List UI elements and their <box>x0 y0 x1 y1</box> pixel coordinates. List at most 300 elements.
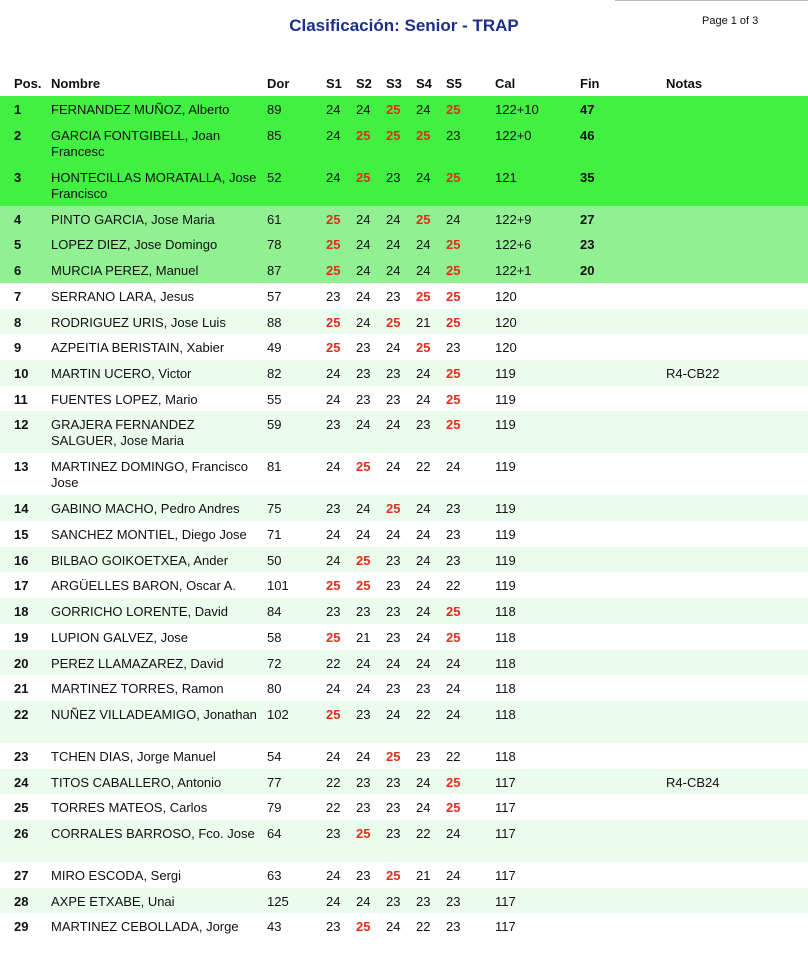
cell-name: GRAJERA FERNANDEZ SALGUER, Jose Maria <box>51 417 195 449</box>
cell-s5: 25 <box>446 365 461 381</box>
cell-s3: 23 <box>386 391 401 407</box>
cell-s2: 23 <box>356 868 371 883</box>
cell-s1: 23 <box>326 826 341 841</box>
cell-s3: 23 <box>386 893 401 909</box>
cell-s3: 25 <box>386 501 401 517</box>
cell-s2: 25 <box>356 826 371 841</box>
cell-s1: 24 <box>326 552 341 568</box>
cell-pos: 16 <box>14 552 29 568</box>
table-row <box>0 862 808 888</box>
cell-pos: 20 <box>14 655 29 671</box>
cell-name: FUENTES LOPEZ, Mario <box>51 391 198 407</box>
cell-s5: 25 <box>446 800 461 816</box>
table-row <box>0 624 808 650</box>
cell-s2: 25 <box>356 127 371 143</box>
cell-s2: 25 <box>356 169 371 185</box>
cell-s5: 22 <box>446 748 461 764</box>
cell-cal: 119 <box>495 552 516 568</box>
cell-s3: 24 <box>386 919 401 935</box>
cell-cal: 122+9 <box>495 211 532 227</box>
cell-s3: 23 <box>386 826 401 841</box>
cell-s3: 23 <box>386 629 401 645</box>
cell-s1: 24 <box>326 127 341 143</box>
cell-s5: 23 <box>446 127 461 143</box>
cell-s4: 23 <box>416 681 431 697</box>
cell-s1: 25 <box>326 340 341 356</box>
cell-s4: 24 <box>416 365 431 381</box>
cell-s3: 25 <box>386 868 401 883</box>
cell-s4: 23 <box>416 417 431 433</box>
cell-cal: 117 <box>495 826 516 841</box>
cell-notas: R4-CB22 <box>666 365 720 381</box>
cell-s4: 24 <box>416 102 431 117</box>
cell-s4: 22 <box>416 706 431 722</box>
table-row <box>0 650 808 676</box>
cell-dor: 87 <box>267 263 282 279</box>
cell-dor: 64 <box>267 826 282 841</box>
cell-cal: 117 <box>495 893 516 909</box>
table-row <box>0 206 808 232</box>
cell-cal: 121 <box>495 169 517 185</box>
cell-name: FERNANDEZ MUÑOZ, Alberto <box>51 102 230 117</box>
header-s3: S3 <box>386 76 402 91</box>
cell-cal: 118 <box>495 706 516 722</box>
cell-fin: 46 <box>580 127 595 143</box>
cell-s4: 24 <box>416 237 431 253</box>
cell-dor: 61 <box>267 211 282 227</box>
cell-pos: 27 <box>14 868 29 883</box>
header-s5: S5 <box>446 76 462 91</box>
cell-pos: 7 <box>14 288 22 304</box>
cell-s1: 25 <box>326 629 341 645</box>
cell-name: MIRO ESCODA, Sergi <box>51 868 182 883</box>
cell-name: HONTECILLAS MORATALLA, Jose Francisco <box>51 169 257 201</box>
cell-dor: 71 <box>267 527 282 542</box>
cell-s5: 23 <box>446 527 461 542</box>
cell-s4: 25 <box>416 127 431 143</box>
cell-dor: 82 <box>267 365 282 381</box>
header-s1: S1 <box>326 76 342 91</box>
cell-name: GORRICHO LORENTE, David <box>51 604 228 620</box>
cell-pos: 17 <box>14 578 29 594</box>
cell-s1: 22 <box>326 800 341 816</box>
cell-name: PINTO GARCIA, Jose Maria <box>51 211 215 227</box>
cell-s3: 23 <box>386 604 401 620</box>
table-row <box>0 164 808 206</box>
cell-pos: 18 <box>14 604 29 620</box>
cell-cal: 118 <box>495 604 516 620</box>
cell-cal: 122+10 <box>495 102 539 117</box>
table-row <box>0 675 808 701</box>
cell-cal: 119 <box>495 578 516 594</box>
cell-dor: 54 <box>267 748 282 764</box>
cell-cal: 119 <box>495 527 516 542</box>
cell-s3: 25 <box>386 127 401 143</box>
cell-s2: 24 <box>356 501 371 517</box>
cell-dor: 89 <box>267 102 282 117</box>
cell-name: MURCIA PEREZ, Manuel <box>51 263 199 279</box>
cell-s3: 23 <box>386 288 401 304</box>
cell-s1: 24 <box>326 169 341 185</box>
cell-s5: 25 <box>446 237 461 253</box>
cell-s3: 25 <box>386 314 401 330</box>
cell-name: SANCHEZ MONTIEL, Diego Jose <box>51 527 247 542</box>
cell-s5: 25 <box>446 604 461 620</box>
cell-dor: 125 <box>267 893 289 909</box>
cell-s2: 24 <box>356 211 371 227</box>
cell-pos: 25 <box>14 800 29 816</box>
cell-s1: 24 <box>326 527 341 542</box>
cell-s5: 25 <box>446 774 461 790</box>
cell-name: TORRES MATEOS, Carlos <box>51 800 208 816</box>
cell-name: TITOS CABALLERO, Antonio <box>51 774 222 790</box>
cell-dor: 78 <box>267 237 282 253</box>
cell-fin: 27 <box>580 211 595 227</box>
cell-name: GABINO MACHO, Pedro Andres <box>51 501 240 517</box>
cell-pos: 14 <box>14 501 29 517</box>
table-row <box>0 769 808 795</box>
cell-s3: 24 <box>386 459 401 475</box>
cell-name: MARTIN UCERO, Victor <box>51 365 192 381</box>
cell-s1: 24 <box>326 365 341 381</box>
cell-s4: 21 <box>416 314 431 330</box>
table-row <box>0 547 808 573</box>
cell-s4: 23 <box>416 893 431 909</box>
cell-pos: 10 <box>14 365 29 381</box>
cell-pos: 21 <box>14 681 29 697</box>
cell-s4: 25 <box>416 288 431 304</box>
cell-s5: 23 <box>446 501 461 517</box>
cell-pos: 15 <box>14 527 29 542</box>
cell-cal: 120 <box>495 288 517 304</box>
cell-s1: 25 <box>326 237 341 253</box>
cell-s4: 21 <box>416 868 431 883</box>
cell-s2: 23 <box>356 391 371 407</box>
table-row <box>0 572 808 598</box>
cell-s3: 24 <box>386 237 401 253</box>
cell-s3: 24 <box>386 417 401 433</box>
cell-cal: 118 <box>495 748 516 764</box>
cell-dor: 55 <box>267 391 282 407</box>
cell-s2: 23 <box>356 774 371 790</box>
cell-cal: 119 <box>495 391 516 407</box>
cell-s4: 24 <box>416 263 431 279</box>
cell-s5: 24 <box>446 868 461 883</box>
cell-pos: 4 <box>14 211 22 227</box>
table-row <box>0 521 808 547</box>
cell-cal: 122+6 <box>495 237 532 253</box>
cell-s3: 23 <box>386 365 401 381</box>
cell-s2: 25 <box>356 919 371 935</box>
cell-dor: 85 <box>267 127 282 143</box>
cell-cal: 117 <box>495 919 516 935</box>
cell-s2: 24 <box>356 102 371 117</box>
cell-cal: 119 <box>495 365 516 381</box>
cell-pos: 6 <box>14 263 22 279</box>
cell-s5: 24 <box>446 655 461 671</box>
cell-cal: 120 <box>495 340 517 356</box>
cell-cal: 118 <box>495 681 516 697</box>
cell-pos: 11 <box>14 391 28 407</box>
cell-dor: 101 <box>267 578 289 594</box>
cell-s2: 23 <box>356 706 371 722</box>
cell-s1: 24 <box>326 868 341 883</box>
cell-s3: 24 <box>386 655 401 671</box>
cell-pos: 29 <box>14 919 29 935</box>
cell-s2: 24 <box>356 527 371 542</box>
cell-s1: 23 <box>326 417 341 433</box>
cell-cal: 122+1 <box>495 263 532 279</box>
table-row <box>0 231 808 257</box>
cell-s5: 25 <box>446 169 461 185</box>
cell-name: GARCIA FONTGIBELL, Joan Francesc <box>51 127 221 159</box>
cell-s1: 25 <box>326 263 341 279</box>
cell-s1: 25 <box>326 314 341 330</box>
cell-pos: 28 <box>14 893 29 909</box>
cell-pos: 5 <box>14 237 22 253</box>
cell-s4: 24 <box>416 604 431 620</box>
table-row <box>0 701 808 743</box>
header-dor: Dor <box>267 76 290 91</box>
cell-s2: 25 <box>356 459 371 475</box>
cell-s3: 24 <box>386 263 401 279</box>
cell-s3: 24 <box>386 340 401 356</box>
cell-s5: 25 <box>446 417 461 433</box>
cell-pos: 24 <box>14 774 29 790</box>
cell-dor: 72 <box>267 655 282 671</box>
cell-s5: 24 <box>446 826 461 841</box>
cell-s1: 22 <box>326 655 341 671</box>
cell-cal: 120 <box>495 314 517 330</box>
cell-s5: 25 <box>446 314 461 330</box>
cell-s2: 23 <box>356 800 371 816</box>
cell-s5: 23 <box>446 340 461 356</box>
cell-s4: 23 <box>416 748 431 764</box>
cell-name: RODRIGUEZ URIS, Jose Luis <box>51 314 226 330</box>
cell-dor: 52 <box>267 169 282 185</box>
cell-fin: 23 <box>580 237 595 253</box>
cell-pos: 12 <box>14 417 29 433</box>
cell-pos: 3 <box>14 169 22 185</box>
table-row <box>0 122 808 164</box>
cell-name: PEREZ LLAMAZAREZ, David <box>51 655 224 671</box>
table-row <box>0 386 808 412</box>
cell-s2: 24 <box>356 748 371 764</box>
cell-s4: 24 <box>416 578 431 594</box>
cell-s4: 24 <box>416 552 431 568</box>
cell-s2: 25 <box>356 552 371 568</box>
cell-s4: 25 <box>416 211 431 227</box>
cell-dor: 75 <box>267 501 282 517</box>
cell-s1: 25 <box>326 706 341 722</box>
cell-dor: 81 <box>267 459 282 475</box>
cell-dor: 63 <box>267 868 282 883</box>
cell-name: BILBAO GOIKOETXEA, Ander <box>51 552 229 568</box>
cell-s4: 22 <box>416 919 431 935</box>
cell-cal: 119 <box>495 417 516 433</box>
cell-cal: 117 <box>495 868 516 883</box>
cell-cal: 117 <box>495 774 516 790</box>
table-row <box>0 283 808 309</box>
table-row <box>0 913 808 939</box>
cell-s2: 24 <box>356 263 371 279</box>
cell-s4: 24 <box>416 800 431 816</box>
cell-s2: 24 <box>356 655 371 671</box>
cell-pos: 9 <box>14 340 22 356</box>
cell-s2: 24 <box>356 237 371 253</box>
page-number: Page 1 of 3 <box>702 15 759 27</box>
cell-s4: 24 <box>416 655 431 671</box>
cell-s3: 23 <box>386 774 401 790</box>
table-row <box>0 360 808 386</box>
cell-dor: 80 <box>267 681 282 697</box>
top-rule <box>615 0 808 1</box>
cell-s3: 23 <box>386 681 401 697</box>
cell-s5: 24 <box>446 706 461 722</box>
header-notas: Notas <box>666 76 703 91</box>
cell-s4: 24 <box>416 169 431 185</box>
cell-dor: 88 <box>267 314 282 330</box>
cell-name: MARTINEZ TORRES, Ramon <box>51 681 224 697</box>
cell-name: SERRANO LARA, Jesus <box>51 288 195 304</box>
cell-s5: 23 <box>446 893 461 909</box>
table-row <box>0 743 808 769</box>
cell-dor: 77 <box>267 774 282 790</box>
cell-cal: 119 <box>495 459 516 475</box>
cell-s2: 24 <box>356 288 371 304</box>
cell-fin: 35 <box>580 169 595 185</box>
cell-notas: R4-CB24 <box>666 774 720 790</box>
cell-dor: 59 <box>267 417 282 433</box>
header-fin: Fin <box>580 76 600 91</box>
cell-pos: 1 <box>14 102 22 117</box>
cell-s5: 22 <box>446 578 461 594</box>
cell-s5: 24 <box>446 681 461 697</box>
cell-cal: 119 <box>495 501 516 517</box>
cell-s1: 24 <box>326 893 341 909</box>
cell-s2: 25 <box>356 578 371 594</box>
cell-name: LOPEZ DIEZ, Jose Domingo <box>51 237 218 253</box>
cell-dor: 43 <box>267 919 282 935</box>
cell-s5: 23 <box>446 552 461 568</box>
cell-name: LUPION GALVEZ, Jose <box>51 629 189 645</box>
cell-s3: 24 <box>386 527 401 542</box>
cell-dor: 58 <box>267 629 282 645</box>
cell-s1: 24 <box>326 748 341 764</box>
table-row <box>0 453 808 495</box>
cell-s5: 25 <box>446 629 461 645</box>
cell-s2: 21 <box>356 629 371 645</box>
cell-s2: 24 <box>356 893 371 909</box>
cell-s3: 25 <box>386 102 401 117</box>
cell-s4: 24 <box>416 774 431 790</box>
header-pos: Pos. <box>14 76 42 91</box>
table-row <box>0 598 808 624</box>
cell-s4: 24 <box>416 391 431 407</box>
cell-fin: 47 <box>580 102 595 117</box>
cell-s1: 23 <box>326 288 341 304</box>
cell-s3: 23 <box>386 578 401 594</box>
cell-s1: 24 <box>326 459 341 475</box>
cell-name: NUÑEZ VILLADEAMIGO, Jonathan <box>51 706 257 722</box>
table-row <box>0 888 808 914</box>
cell-s5: 24 <box>446 459 461 475</box>
cell-s3: 25 <box>386 748 401 764</box>
cell-s1: 23 <box>326 919 341 935</box>
cell-dor: 57 <box>267 288 282 304</box>
header-s2: S2 <box>356 76 372 91</box>
cell-s3: 23 <box>386 552 401 568</box>
cell-s1: 25 <box>326 211 341 227</box>
cell-pos: 19 <box>14 629 29 645</box>
table-row <box>0 309 808 335</box>
cell-name: MARTINEZ DOMINGO, Francisco Jose <box>51 459 248 491</box>
cell-s2: 24 <box>356 681 371 697</box>
cell-pos: 23 <box>14 748 29 764</box>
cell-s4: 22 <box>416 459 431 475</box>
cell-s2: 24 <box>356 314 371 330</box>
cell-pos: 8 <box>14 314 22 330</box>
cell-s3: 23 <box>386 169 401 185</box>
cell-dor: 84 <box>267 604 282 620</box>
cell-s3: 24 <box>386 706 401 722</box>
cell-s5: 25 <box>446 288 461 304</box>
table-row <box>0 794 808 820</box>
cell-dor: 49 <box>267 340 282 356</box>
cell-s4: 25 <box>416 340 431 356</box>
cell-s2: 23 <box>356 365 371 381</box>
header-name: Nombre <box>51 76 101 91</box>
cell-name: TCHEN DIAS, Jorge Manuel <box>51 748 216 764</box>
header-cal: Cal <box>495 76 516 91</box>
cell-name: ARGÜELLES BARON, Oscar A. <box>51 578 236 594</box>
cell-s1: 24 <box>326 102 341 117</box>
cell-s5: 23 <box>446 919 461 935</box>
table-header <box>0 74 808 94</box>
cell-s2: 24 <box>356 417 371 433</box>
cell-pos: 26 <box>14 826 29 841</box>
table-row <box>0 334 808 360</box>
cell-s4: 24 <box>416 527 431 542</box>
cell-name: AXPE ETXABE, Unai <box>51 893 175 909</box>
document-title: Clasificación: Senior - TRAP <box>289 16 519 35</box>
cell-s5: 24 <box>446 211 461 227</box>
cell-s4: 24 <box>416 501 431 517</box>
cell-s5: 25 <box>446 102 461 117</box>
cell-s4: 24 <box>416 629 431 645</box>
cell-s1: 25 <box>326 578 341 594</box>
cell-s3: 23 <box>386 800 401 816</box>
cell-pos: 13 <box>14 459 29 475</box>
cell-dor: 50 <box>267 552 282 568</box>
table-row <box>0 96 808 122</box>
cell-pos: 22 <box>14 706 29 722</box>
cell-s2: 23 <box>356 604 371 620</box>
cell-name: CORRALES BARROSO, Fco. Jose <box>51 826 255 841</box>
cell-s5: 25 <box>446 391 461 407</box>
cell-cal: 122+0 <box>495 127 532 143</box>
cell-s1: 23 <box>326 604 341 620</box>
cell-cal: 118 <box>495 655 516 671</box>
cell-dor: 79 <box>267 800 282 816</box>
cell-cal: 117 <box>495 800 516 816</box>
table-row <box>0 820 808 862</box>
cell-fin: 20 <box>580 263 595 279</box>
cell-s5: 25 <box>446 263 461 279</box>
cell-dor: 102 <box>267 706 289 722</box>
cell-s3: 24 <box>386 211 401 227</box>
cell-s1: 23 <box>326 501 341 517</box>
